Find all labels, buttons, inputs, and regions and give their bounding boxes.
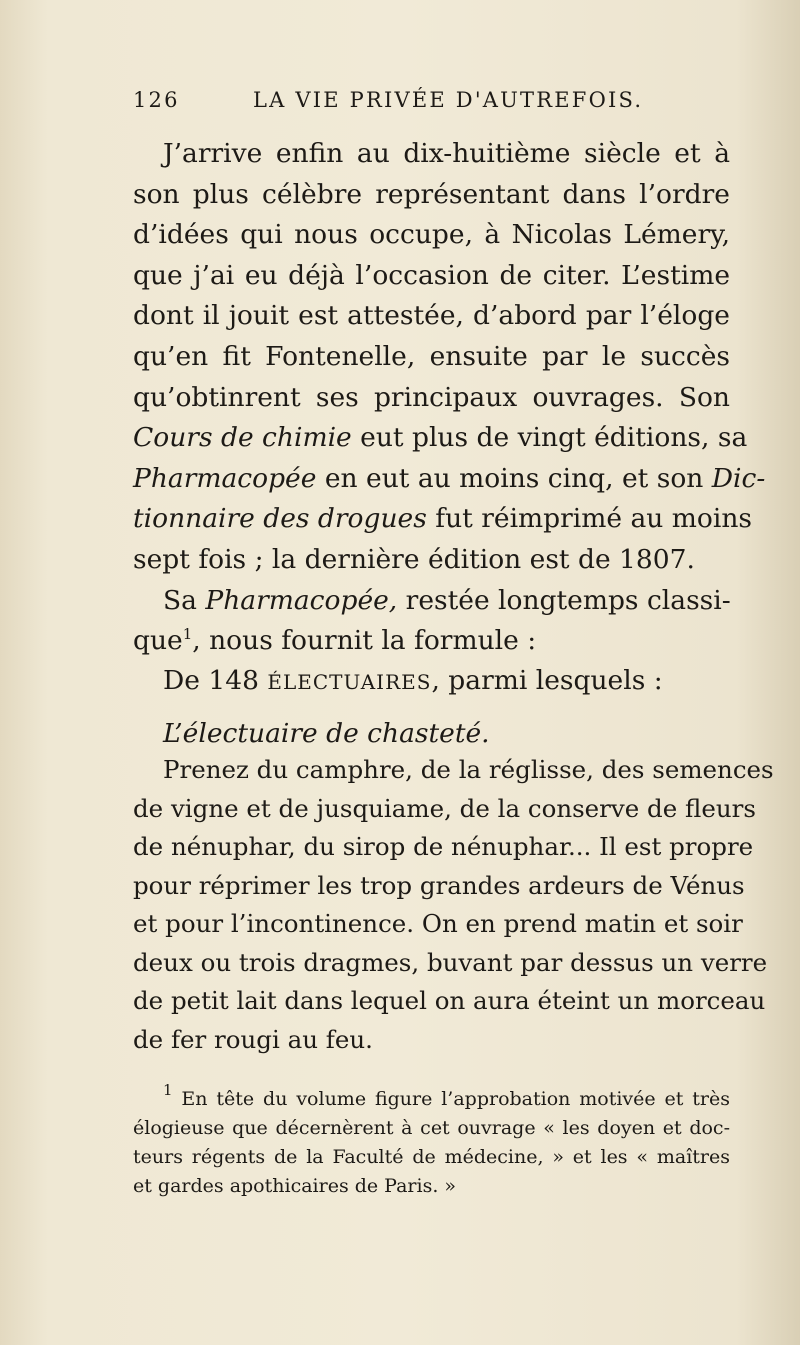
section-heading-de: De (163, 665, 200, 696)
text-line (133, 621, 730, 662)
text-line: pour réprimer les trop grandes ardeurs de Vénus (133, 870, 745, 900)
text-line: son plus célèbre représentant dans l’ordre (133, 178, 730, 210)
text-line: de vigne et de jusquiame, de la conserve de fleurs (133, 793, 756, 823)
book-title-italic: Dic- (711, 462, 766, 494)
running-title: LA VIE PRIVÉE D'AUTREFOIS. (253, 88, 644, 112)
text-line: qu’en fit Fontenelle, ensuite par le succès (133, 340, 730, 372)
text-span: , nous fournit la formule : (192, 625, 537, 657)
footnote-marker: 1 (163, 1081, 173, 1099)
text-line: d’idées qui nous occupe, à Nicolas Lémery, (133, 219, 730, 251)
footnote (133, 1081, 730, 1201)
text-span: restée longtemps classi- (397, 584, 731, 616)
text-span: eut plus de vingt éditions, sa (351, 422, 748, 454)
text-line: qu’obtinrent ses principaux ouvrages. Son (133, 381, 730, 413)
text-line: Prenez du camphre, de la réglisse, des semences (163, 755, 774, 784)
text-span: En tête du volume figure l’approbation motivée et très (172, 1088, 730, 1110)
recipe-title: L’électuaire de chasteté. (163, 718, 490, 749)
text-line: de fer rougi au feu. (133, 1024, 373, 1054)
text-line: et pour l’incontinence. On en prend matin et soir (133, 909, 743, 938)
text-line: que j’ai eu déjà l’occasion de citer. L’estime (133, 259, 730, 291)
text-line: de petit lait dans lequel on aura éteint un morceau (133, 986, 766, 1015)
main-text (133, 134, 766, 662)
text-line: dont il jouit est attestée, d’abord par l’éloge (133, 300, 730, 332)
text-line: J’arrive enfin au dix-huitième siècle et à (163, 138, 730, 169)
section-heading-number: 148 (199, 665, 268, 696)
text-line (133, 459, 766, 500)
page-number: 126 (133, 88, 180, 112)
text-line: sept fois ; la dernière édition est de 1807. (133, 543, 695, 575)
text-line (133, 418, 748, 459)
text-span: fut réimprimé au moins (426, 503, 753, 535)
footnote-line: teurs régents de la Faculté de médecine, » et les « maîtres (133, 1146, 730, 1168)
text-line: de nénuphar, du sirop de nénuphar... Il est propre (133, 832, 754, 861)
section-heading (133, 665, 730, 696)
text-line (133, 499, 753, 540)
book-title-italic: Pharmacopée, (205, 584, 398, 616)
text-line: deux ou trois dragmes, buvant par dessus un verre (133, 947, 768, 977)
book-title-italic: Pharmacopée (133, 462, 317, 494)
text-span: en eut au moins cinq, et son (316, 462, 712, 494)
footnote-line: élogieuse que décernèrent à cet ouvrage « les doyen et doc- (133, 1117, 730, 1139)
text-line (133, 581, 730, 622)
text-span: Sa (163, 584, 206, 616)
running-head (133, 88, 653, 118)
footnote-line: et gardes apothicaires de Paris. » (133, 1175, 457, 1197)
book-title-italic: Cours de chimie (133, 422, 352, 454)
section-heading-rest: , parmi lesquels : (431, 665, 663, 696)
text-span: que (133, 625, 183, 657)
footnote-reference[interactable]: 1 (182, 625, 193, 644)
recipe-text (133, 751, 774, 1059)
footnote-line (133, 1081, 730, 1114)
book-title-italic: tionnaire des drogues (133, 503, 427, 535)
section-heading-smallcaps: ÉLECTUAIRES (267, 670, 432, 694)
